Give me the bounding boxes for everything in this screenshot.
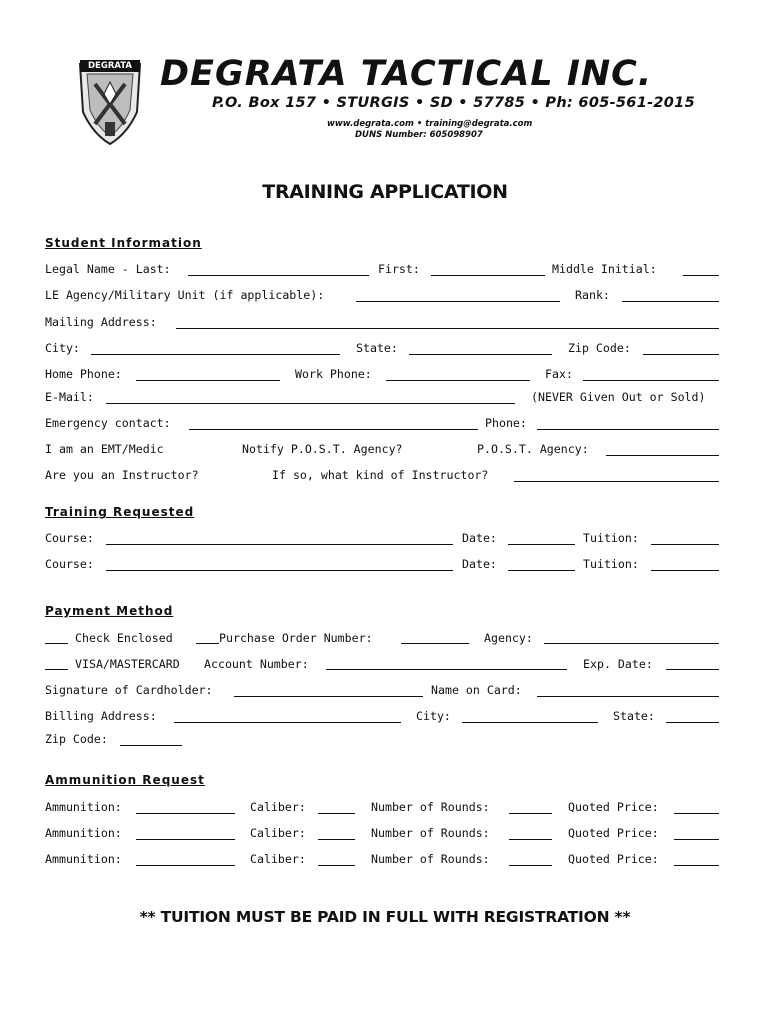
label-price-3: Quoted Price:	[568, 852, 659, 866]
field-name-on-card[interactable]	[537, 696, 719, 697]
field-ammunition-3[interactable]	[136, 865, 235, 866]
label-rounds-2: Number of Rounds:	[371, 826, 490, 840]
label-emt-medic: I am an EMT/Medic	[45, 442, 164, 456]
field-agency-unit[interactable]	[356, 301, 560, 302]
field-rounds-3[interactable]	[509, 865, 552, 866]
section-payment-method: Payment Method	[45, 604, 174, 618]
field-caliber-1[interactable]	[318, 813, 355, 814]
field-post-agency[interactable]	[606, 455, 719, 456]
field-rank[interactable]	[622, 301, 719, 302]
label-course-2: Course:	[45, 557, 94, 571]
label-name-on-card: Name on Card:	[431, 683, 522, 697]
label-ammunition-1: Ammunition:	[45, 800, 122, 814]
company-address: P.O. Box 157 • STURGIS • SD • 57785 • Ph: 605-561-2015	[212, 95, 695, 111]
label-exp-date: Exp. Date:	[583, 657, 653, 671]
field-exp-date[interactable]	[666, 669, 719, 670]
label-agency-unit: LE Agency/Military Unit (if applicable):	[45, 288, 325, 302]
field-payment-agency[interactable]	[544, 643, 719, 644]
field-first-name[interactable]	[431, 275, 545, 276]
label-home-phone: Home Phone:	[45, 367, 122, 381]
tuition-notice: ** TUITION MUST BE PAID IN FULL WITH REGISTRATION **	[139, 908, 631, 926]
label-middle-initial: Middle Initial:	[552, 262, 657, 276]
checkbox-purchase-order[interactable]	[196, 643, 219, 644]
label-rounds-3: Number of Rounds:	[371, 852, 490, 866]
field-email[interactable]	[106, 403, 515, 404]
label-zip: Zip Code:	[568, 341, 631, 355]
field-tuition-2[interactable]	[651, 570, 719, 571]
label-instructor-question: Are you an Instructor?	[45, 468, 199, 482]
section-ammunition-request: Ammunition Request	[45, 773, 205, 787]
label-fax: Fax:	[545, 367, 573, 381]
field-tuition-1[interactable]	[651, 544, 719, 545]
field-rounds-1[interactable]	[509, 813, 552, 814]
field-middle-initial[interactable]	[683, 275, 719, 276]
field-fax[interactable]	[583, 380, 719, 381]
field-city[interactable]	[91, 354, 340, 355]
label-emergency-phone: Phone:	[485, 416, 527, 430]
label-state: State:	[356, 341, 398, 355]
checkbox-visa-mastercard[interactable]	[45, 669, 68, 670]
field-signature[interactable]	[234, 696, 423, 697]
field-date-2[interactable]	[508, 570, 575, 571]
field-course-1[interactable]	[106, 544, 453, 545]
field-caliber-2[interactable]	[318, 839, 355, 840]
company-name: DEGRATA TACTICAL INC.	[160, 54, 653, 94]
field-account-number[interactable]	[326, 669, 567, 670]
label-emergency-contact: Emergency contact:	[45, 416, 171, 430]
label-rounds-1: Number of Rounds:	[371, 800, 490, 814]
page-title: TRAINING APPLICATION	[262, 181, 508, 203]
company-web: www.degrata.com • training@degrata.com	[327, 119, 533, 129]
field-state[interactable]	[409, 354, 552, 355]
section-student-information: Student Information	[45, 236, 202, 250]
label-billing-state: State:	[613, 709, 655, 723]
label-tuition-1: Tuition:	[583, 531, 639, 545]
logo-text: DEGRATA	[87, 61, 133, 71]
field-ammunition-1[interactable]	[136, 813, 235, 814]
label-signature: Signature of Cardholder:	[45, 683, 213, 697]
field-emergency-phone[interactable]	[537, 429, 719, 430]
label-caliber-1: Caliber:	[250, 800, 306, 814]
field-billing-state[interactable]	[666, 722, 719, 723]
field-instructor-kind[interactable]	[514, 481, 719, 482]
field-price-3[interactable]	[674, 865, 719, 866]
company-duns: DUNS Number: 605098907	[355, 130, 483, 140]
label-billing-city: City:	[416, 709, 451, 723]
email-note: (NEVER Given Out or Sold)	[531, 390, 706, 404]
label-notify-post: Notify P.O.S.T. Agency?	[242, 442, 403, 456]
label-billing-address: Billing Address:	[45, 709, 157, 723]
label-instructor-kind: If so, what kind of Instructor?	[272, 468, 489, 482]
label-check-enclosed: Check Enclosed	[75, 631, 173, 645]
label-post-agency: P.O.S.T. Agency:	[477, 442, 589, 456]
label-first-name: First:	[378, 262, 420, 276]
label-caliber-3: Caliber:	[250, 852, 306, 866]
section-training-requested: Training Requested	[45, 505, 195, 519]
label-mailing-address: Mailing Address:	[45, 315, 157, 329]
label-caliber-2: Caliber:	[250, 826, 306, 840]
field-rounds-2[interactable]	[509, 839, 552, 840]
label-account-number: Account Number:	[204, 657, 309, 671]
label-city: City:	[45, 341, 80, 355]
field-work-phone[interactable]	[386, 380, 530, 381]
checkbox-check-enclosed[interactable]	[45, 643, 68, 644]
field-mailing-address[interactable]	[176, 328, 719, 329]
field-purchase-order[interactable]	[401, 643, 469, 644]
label-legal-name-last: Legal Name - Last:	[45, 262, 171, 276]
label-course-1: Course:	[45, 531, 94, 545]
label-date-2: Date:	[462, 557, 497, 571]
field-billing-zip[interactable]	[120, 745, 182, 746]
label-price-2: Quoted Price:	[568, 826, 659, 840]
field-caliber-3[interactable]	[318, 865, 355, 866]
field-billing-address[interactable]	[174, 722, 401, 723]
label-date-1: Date:	[462, 531, 497, 545]
field-last-name[interactable]	[188, 275, 369, 276]
field-date-1[interactable]	[508, 544, 575, 545]
field-price-1[interactable]	[674, 813, 719, 814]
field-price-2[interactable]	[674, 839, 719, 840]
label-purchase-order: Purchase Order Number:	[219, 631, 373, 645]
label-rank: Rank:	[575, 288, 610, 302]
field-emergency-contact[interactable]	[189, 429, 478, 430]
label-billing-zip: Zip Code:	[45, 732, 108, 746]
field-billing-city[interactable]	[462, 722, 598, 723]
field-zip[interactable]	[643, 354, 719, 355]
label-tuition-2: Tuition:	[583, 557, 639, 571]
label-email: E-Mail:	[45, 390, 94, 404]
label-work-phone: Work Phone:	[295, 367, 372, 381]
label-price-1: Quoted Price:	[568, 800, 659, 814]
label-payment-agency: Agency:	[484, 631, 533, 645]
field-course-2[interactable]	[106, 570, 453, 571]
field-ammunition-2[interactable]	[136, 839, 235, 840]
label-visa-mastercard: VISA/MASTERCARD	[75, 657, 180, 671]
label-ammunition-2: Ammunition:	[45, 826, 122, 840]
label-ammunition-3: Ammunition:	[45, 852, 122, 866]
field-home-phone[interactable]	[136, 380, 280, 381]
